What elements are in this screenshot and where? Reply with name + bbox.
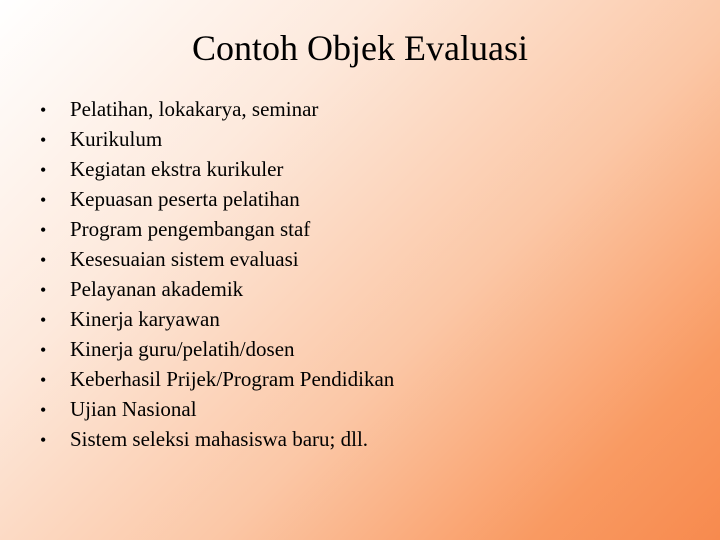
bullet-icon: • — [40, 430, 47, 450]
slide-title: Contoh Objek Evaluasi — [192, 28, 528, 68]
bullet-icon: • — [40, 280, 47, 300]
list-item-text: Kinerja guru/pelatih/dosen — [70, 337, 295, 361]
list-item-text: Keberhasil Prijek/Program Pendidikan — [70, 367, 395, 391]
list-item — [40, 124, 394, 154]
list-item-text: Sistem seleksi mahasiswa baru; dll. — [70, 427, 369, 451]
list-item-text: Ujian Nasional — [70, 397, 197, 421]
list-item-text: Kurikulum — [70, 127, 163, 151]
list-item — [40, 214, 394, 244]
list-item-text: Kegiatan ekstra kurikuler — [70, 157, 284, 181]
list-item — [40, 154, 394, 184]
bullet-icon: • — [40, 130, 47, 150]
list-item-text: Kesesuaian sistem evaluasi — [70, 247, 299, 271]
list-item — [40, 364, 394, 394]
list-item — [40, 394, 394, 424]
list-item-text: Pelatihan, lokakarya, seminar — [70, 97, 319, 121]
bullet-icon: • — [40, 220, 47, 240]
bullet-icon: • — [40, 160, 47, 180]
bullet-icon: • — [40, 250, 47, 270]
list-item-text: Pelayanan akademik — [70, 277, 244, 301]
bullet-icon: • — [40, 100, 47, 120]
list-item — [40, 274, 394, 304]
bullet-icon: • — [40, 340, 47, 360]
bullet-icon: • — [40, 370, 47, 390]
list-item — [40, 424, 394, 454]
list-item — [40, 184, 394, 214]
list-item — [40, 94, 394, 124]
bullet-icon: • — [40, 310, 47, 330]
list-item-text: Program pengembangan staf — [70, 217, 311, 241]
list-item — [40, 304, 394, 334]
bullet-icon: • — [40, 190, 47, 210]
list-item-text: Kepuasan peserta pelatihan — [70, 187, 300, 211]
bullet-icon: • — [40, 400, 47, 420]
bullet-list — [40, 94, 394, 454]
list-item — [40, 334, 394, 364]
list-item — [40, 244, 394, 274]
list-item-text: Kinerja karyawan — [70, 307, 220, 331]
